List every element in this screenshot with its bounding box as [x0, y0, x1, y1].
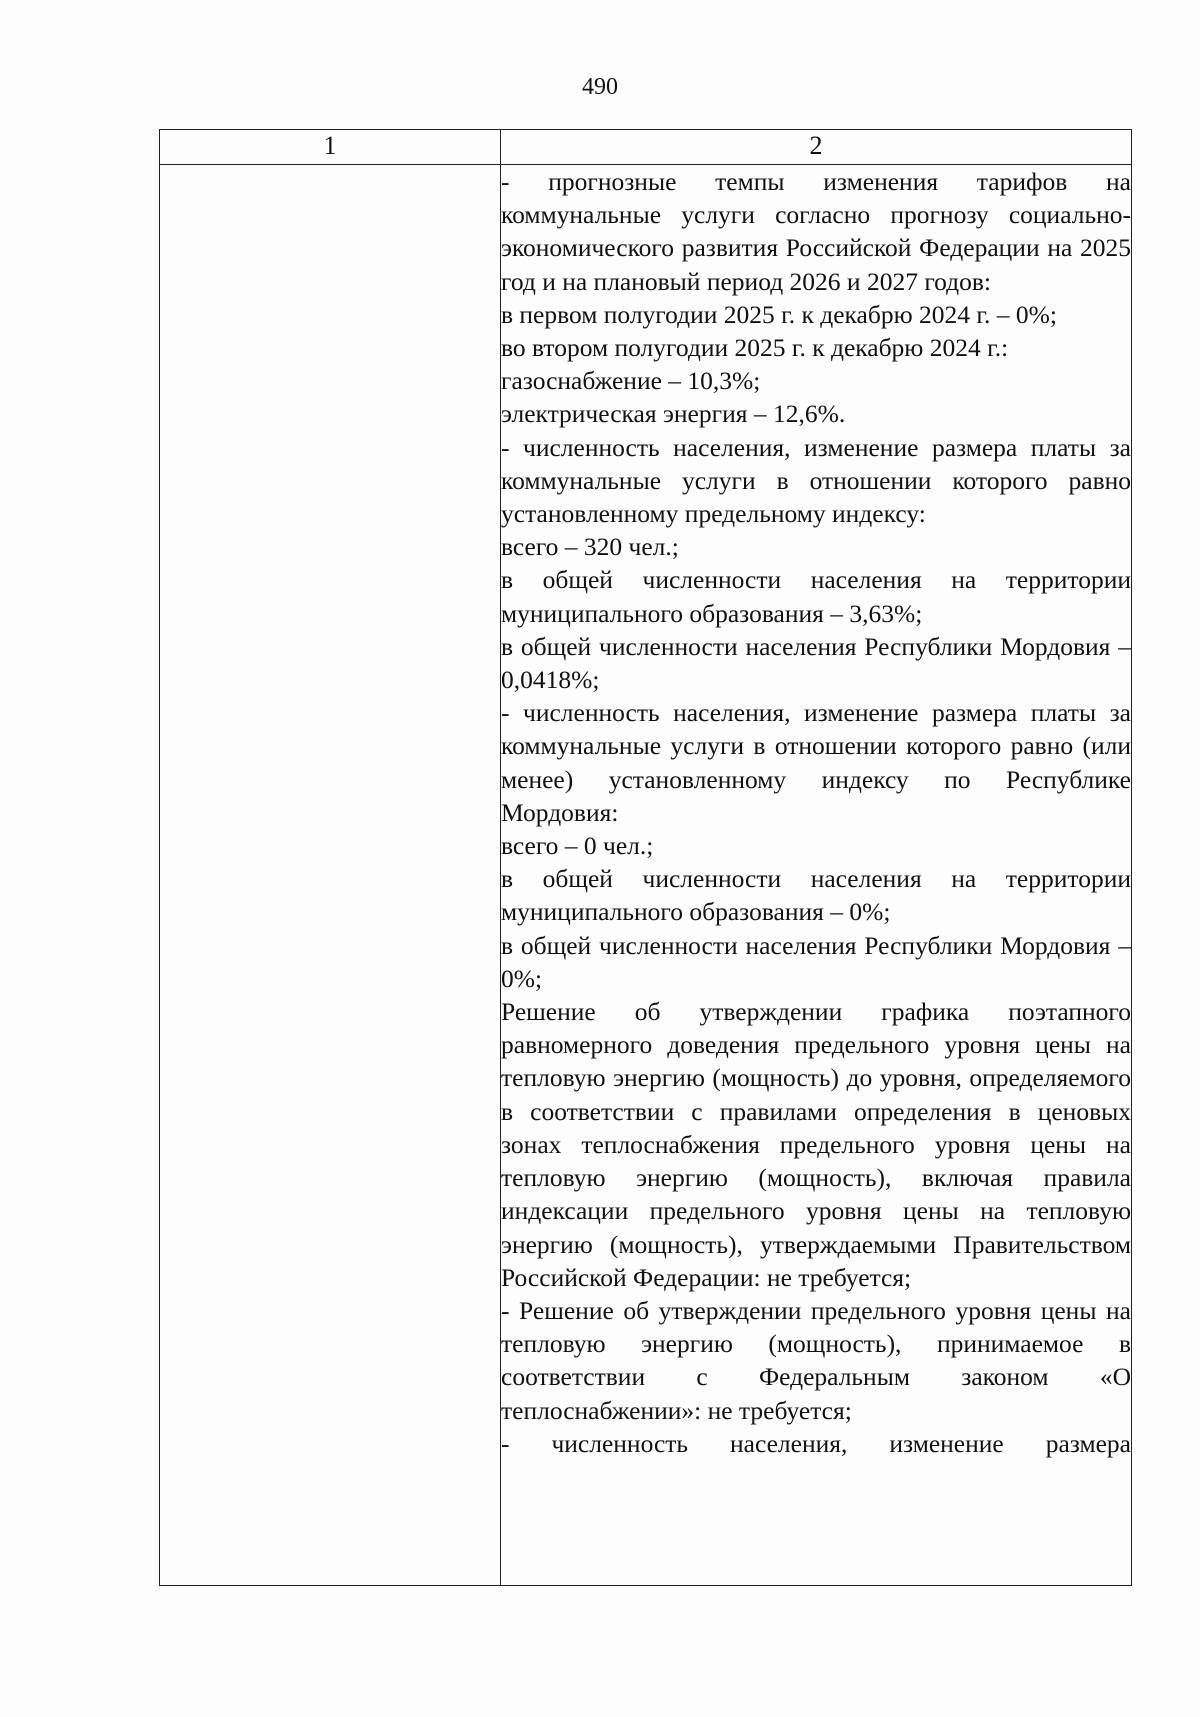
paragraph: - Решение об утверждении предельного уровня цены на тепловую энергию (мощность), принимаемое в соответствии с Федеральным законом «О теплоснабжении»: не требуется; — [501, 1295, 1131, 1425]
tariff-table — [159, 129, 1132, 1586]
paragraph: в общей численности населения Республики Мордовия – 0%; — [501, 930, 1131, 993]
paragraph: в общей численности населения на территории муниципального образования – 3,63%; — [501, 565, 1131, 628]
paragraph: Решение об утверждении графика поэтапного равномерного доведения предельного уровня цены на тепловую энергию (мощность) до уровня, определяемого в соответствии с правилами определения в ценовых зонах теплоснабжения предельного уровня цены на тепловую энергию (мощность), включая правила индексации предельного уровня цены на тепловую энергию (мощность), утверждаемыми Правительством Российской Федерации: не требуется; — [501, 997, 1131, 1292]
paragraph: - численность населения, изменение размера платы за коммунальные услуги в отношении которого равно установленному предельному индексу: — [501, 432, 1131, 529]
column-header-1: 1 — [160, 130, 501, 165]
column2-cell — [501, 165, 1132, 1586]
page-number: 490 — [582, 74, 618, 100]
paragraph: в общей численности населения Республики Мордовия – 0,0418%; — [501, 631, 1131, 695]
table-header-row — [160, 130, 1132, 165]
paragraph: в первом полугодии 2025 г. к декабрю 2024 г. – 0%; — [501, 299, 1057, 329]
paragraph: электрическая энергия – 12,6%. — [501, 399, 846, 429]
paragraph: - прогнозные темпы изменения тарифов на коммунальные услуги согласно прогнозу социально-экономического развития Российской Федерации на 2025 год и на плановый период 2026 и 2027 годов: — [501, 167, 1131, 296]
paragraph: газоснабжение – 10,3%; — [501, 366, 761, 396]
column1-cell — [160, 165, 501, 1586]
paragraph: - численность населения, изменение размера — [501, 1428, 1131, 1458]
paragraph: во втором полугодии 2025 г. к декабрю 2024 г.: — [501, 333, 1009, 363]
paragraph: всего – 320 чел.; — [501, 532, 679, 562]
column-header-2: 2 — [501, 130, 1132, 165]
table-row — [160, 165, 1132, 1586]
paragraph: в общей численности населения на территории муниципального образования – 0%; — [501, 864, 1131, 927]
paragraph: - численность населения, изменение размера платы за коммунальные услуги в отношении которого равно (или менее) установленному индексу по Республике Мордовия: — [501, 698, 1131, 827]
paragraph: всего – 0 чел.; — [501, 831, 654, 861]
